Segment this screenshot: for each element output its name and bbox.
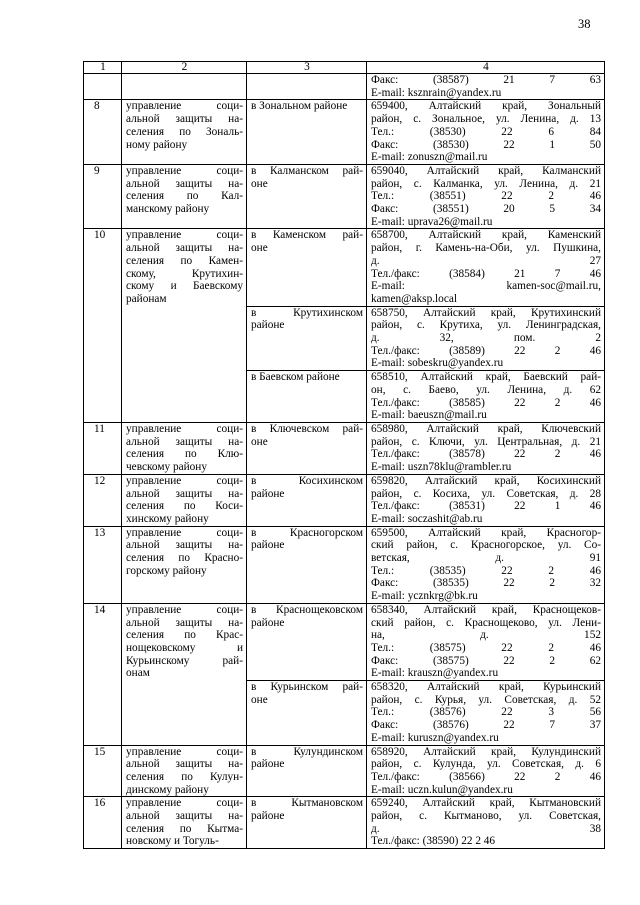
region-cell — [247, 422, 367, 474]
cell-line: альной защиты на- — [126, 616, 243, 629]
cell-line: хинскому району — [126, 512, 209, 525]
cell-line: селения по Коси- — [126, 500, 243, 513]
cell-line: E-mail: baeuszn@mail.ru — [371, 409, 487, 422]
cell-line: 658750, Алтайский край, Крутихинский — [371, 306, 601, 319]
cell-line: оне — [251, 242, 268, 255]
cell-line: скому и Баевскому — [126, 280, 243, 293]
row-number: 10 — [84, 229, 122, 423]
row-number: 15 — [84, 745, 122, 797]
table-row — [84, 745, 605, 797]
header-cell-3: 3 — [247, 62, 367, 74]
region-cell — [247, 74, 367, 100]
cell-line: альной защиты на- — [126, 435, 243, 448]
cell-line: чевскому району — [126, 461, 207, 474]
cell-line: оне — [251, 435, 268, 448]
cell-line: управление соци- — [126, 229, 243, 242]
cell-line: Факс: (38576) 22 7 37 — [371, 719, 601, 732]
cell-line: E-mail: kuruszn@yandex.ru — [371, 731, 499, 744]
cell-line: альной защиты на- — [126, 177, 243, 190]
cell-line: район, с. Кулунда, ул. Советская, д. 6 — [371, 758, 601, 771]
cell-line: E-mail: ksznrain@yandex.ru — [371, 86, 502, 99]
organization-cell — [122, 526, 247, 603]
cell-line: новскому и Тогуль- — [126, 835, 219, 848]
cell-line: нощековскому и — [126, 641, 243, 654]
cell-line: E-mail: krauszn@yandex.ru — [371, 667, 499, 680]
cell-line: в Крутихинском — [251, 306, 363, 319]
contact-cell — [367, 603, 605, 680]
table-row — [84, 797, 605, 849]
cell-line: ному району — [126, 138, 188, 151]
cell-line: динскому району — [126, 783, 209, 796]
cell-line: район, г. Камень-на-Оби, ул. Пушкина, — [371, 242, 601, 255]
cell-line: в Косихинском — [251, 474, 363, 487]
row-number: 9 — [84, 164, 122, 229]
cell-line: альной защиты на- — [126, 113, 243, 126]
contact-cell — [367, 164, 605, 229]
cell-line: в Кытмановском — [251, 797, 363, 810]
cell-line: управление соци- — [126, 526, 243, 539]
cell-line: селения по Крас- — [126, 629, 243, 642]
cell-line: E-mail: sobeskru@yandex.ru — [371, 357, 504, 370]
cell-line: район, с. Косиха, ул. Советская, д. 28 — [371, 487, 601, 500]
row-number: 8 — [84, 100, 122, 165]
cell-line: управление соци- — [126, 422, 243, 435]
cell-line: E-mail: kamen-soc@mail.ru, — [371, 280, 601, 293]
cell-line: в Каменском рай- — [251, 229, 363, 242]
cell-line: управление соци- — [126, 603, 243, 616]
cell-line: в Кулундинском — [251, 745, 363, 758]
cell-line: 659040, Алтайский край, Калманский — [371, 164, 601, 177]
cell-line: в Красногорском — [251, 526, 363, 539]
cell-line: альной защиты на- — [126, 539, 243, 552]
cell-line: селения по Зональ- — [126, 125, 243, 138]
cell-line: Тел.: (38551) 22 2 46 — [371, 190, 601, 203]
table-row — [84, 474, 605, 526]
cell-line: Факс: (38575) 22 2 62 — [371, 654, 601, 667]
region-cell — [247, 371, 367, 423]
cell-line: район, с. Крутиха, ул. Ленинградская, — [371, 319, 601, 332]
contact-cell — [367, 422, 605, 474]
cell-line: Тел./факс: (38584) 21 7 46 — [371, 267, 601, 280]
region-cell — [247, 100, 367, 165]
cell-line: селения по Кулун- — [126, 770, 243, 783]
region-cell — [247, 526, 367, 603]
region-cell — [247, 681, 367, 746]
cell-line: E-mail: uczn.kulun@yandex.ru — [371, 783, 513, 796]
cell-line: оне — [251, 693, 268, 706]
table-row — [84, 164, 605, 229]
row-number: 14 — [84, 603, 122, 745]
cell-line: селения по Кал- — [126, 190, 243, 203]
cell-line: районе — [251, 487, 285, 500]
cell-line: Тел.: (38575) 22 2 46 — [371, 641, 601, 654]
cell-line: альной защиты на- — [126, 758, 243, 771]
cell-line: 658510, Алтайский край, Баевский рай- — [371, 371, 601, 384]
table-row — [84, 229, 605, 306]
row-number — [84, 74, 122, 100]
table-row — [84, 74, 605, 100]
organization-cell — [122, 229, 247, 423]
cell-line: район, с. Зональное, ул. Ленина, д. 13 — [371, 113, 601, 126]
organization-cell — [122, 797, 247, 849]
header-cell-4: 4 — [367, 62, 605, 74]
cell-line: в Калманском рай- — [251, 164, 363, 177]
cell-line: 659500, Алтайский край, Красногор- — [371, 526, 601, 539]
cell-line: горскому району — [126, 564, 207, 577]
cell-line: управление соци- — [126, 745, 243, 758]
cell-line: E-mail: ycznkrg@bk.ru — [371, 590, 478, 603]
cell-line: в Ключевском рай- — [251, 422, 363, 435]
cell-line: ский район, с. Красногорское, ул. Со- — [371, 539, 601, 552]
row-number: 12 — [84, 474, 122, 526]
cell-line: 658340, Алтайский край, Краснощеков- — [371, 603, 601, 616]
organization-cell — [122, 422, 247, 474]
cell-line: Тел./факс: (38585) 22 2 46 — [371, 396, 601, 409]
cell-line: районе — [251, 810, 285, 823]
cell-line: на, д. 152 — [371, 629, 601, 642]
contact-cell — [367, 306, 605, 371]
cell-line: альной защиты на- — [126, 810, 243, 823]
region-cell — [247, 164, 367, 229]
cell-line: 658920, Алтайский край, Кулундинский — [371, 745, 601, 758]
cell-line: управление соци- — [126, 164, 243, 177]
cell-line: управление соци- — [126, 100, 243, 113]
cell-line: в Баевском районе — [251, 371, 340, 384]
cell-line: район, с. Кытманово, ул. Советская, — [371, 810, 601, 823]
cell-line: Тел./факс: (38566) 22 2 46 — [371, 770, 601, 783]
contact-cell — [367, 229, 605, 306]
organization-cell — [122, 603, 247, 745]
table-row — [84, 526, 605, 603]
cell-line: Факс: (38530) 22 1 50 — [371, 138, 601, 151]
cell-line: селения по Камен- — [126, 254, 243, 267]
cell-line: район, с. Калманка, ул. Ленина, д. 21 — [371, 177, 601, 190]
contact-cell — [367, 797, 605, 849]
cell-line: районе — [251, 758, 285, 771]
header-cell-2: 2 — [122, 62, 247, 74]
contact-cell — [367, 74, 605, 100]
cell-line: 659820, Алтайский край, Косихинский — [371, 474, 601, 487]
table-row — [84, 422, 605, 474]
organization-cell — [122, 474, 247, 526]
organization-cell — [122, 164, 247, 229]
cell-line: альной защиты на- — [126, 487, 243, 500]
organization-cell — [122, 74, 247, 100]
cell-line: районе — [251, 616, 285, 629]
cell-line: Тел./факс: (38590) 22 2 46 — [371, 835, 496, 848]
cell-line: E-mail: zonuszn@mail.ru — [371, 151, 488, 164]
cell-line: Тел./факс: (38531) 22 1 46 — [371, 500, 601, 513]
cell-line: д. 32, пом. 2 — [371, 332, 601, 345]
cell-line: манскому району — [126, 203, 210, 216]
cell-line: 659400, Алтайский край, Зональный — [371, 100, 601, 113]
row-number: 13 — [84, 526, 122, 603]
cell-line: ветская, д. 91 — [371, 552, 601, 565]
cell-line: Тел.: (38576) 22 3 56 — [371, 706, 601, 719]
cell-line: 658700, Алтайский край, Каменский — [371, 229, 601, 242]
cell-line: в Краснощековском — [251, 603, 363, 616]
cell-line: Тел.: (38535) 22 2 46 — [371, 564, 601, 577]
cell-line: Тел./факс: (38589) 22 2 46 — [371, 344, 601, 357]
cell-line: селения по Кытма- — [126, 822, 243, 835]
cell-line: kamen@aksp.local — [371, 292, 458, 305]
cell-line: район, с. Курья, ул. Советская, д. 52 — [371, 693, 601, 706]
region-cell — [247, 306, 367, 371]
cell-line: Факс: (38551) 20 5 34 — [371, 203, 601, 216]
contact-cell — [367, 371, 605, 423]
cell-line: в Зональном районе — [251, 100, 348, 113]
cell-line: управление соци- — [126, 797, 243, 810]
table-row — [84, 100, 605, 165]
cell-line: Факс: (38535) 22 2 32 — [371, 577, 601, 590]
organization-cell — [122, 745, 247, 797]
cell-line: 658320, Алтайский край, Курьинский — [371, 681, 601, 694]
organization-cell — [122, 100, 247, 165]
region-cell — [247, 603, 367, 680]
contacts-table — [83, 61, 605, 849]
cell-line: 659240, Алтайский край, Кытмановский — [371, 797, 601, 810]
cell-line: альной защиты на- — [126, 242, 243, 255]
page-number: 38 — [578, 17, 591, 31]
cell-line: 658980, Алтайский край, Ключевский — [371, 422, 601, 435]
cell-line: районе — [251, 539, 285, 552]
cell-line: Тел./факс: (38578) 22 2 46 — [371, 448, 601, 461]
table-row — [84, 603, 605, 680]
cell-line: оне — [251, 177, 268, 190]
cell-line: Курьинскому рай- — [126, 654, 243, 667]
cell-line: Тел.: (38530) 22 6 84 — [371, 125, 601, 138]
row-number: 11 — [84, 422, 122, 474]
cell-line: д. 38 — [371, 822, 601, 835]
contact-cell — [367, 745, 605, 797]
cell-line: районе — [251, 319, 285, 332]
contact-cell — [367, 526, 605, 603]
cell-line: районам — [126, 292, 167, 305]
cell-line: район, с. Ключи, ул. Центральная, д. 21 — [371, 435, 601, 448]
cell-line: селения по Клю- — [126, 448, 243, 461]
header-row — [84, 62, 605, 74]
cell-line: Факс: (38587) 21 7 63 — [371, 74, 601, 86]
cell-line: д. 27 — [371, 254, 601, 267]
cell-line: ский район, с. Краснощеково, ул. Лени- — [371, 616, 601, 629]
cell-line: в Курьинском рай- — [251, 681, 363, 694]
region-cell — [247, 797, 367, 849]
cell-line: E-mail: soczashit@ab.ru — [371, 512, 483, 525]
cell-line: онам — [126, 667, 150, 680]
region-cell — [247, 229, 367, 306]
region-cell — [247, 474, 367, 526]
header-cell-1: 1 — [84, 62, 122, 74]
cell-line: он, с. Баево, ул. Ленина, д. 62 — [371, 383, 601, 396]
cell-line: E-mail: uprava26@mail.ru — [371, 215, 493, 228]
contact-cell — [367, 100, 605, 165]
contact-cell — [367, 681, 605, 746]
table-body — [84, 62, 605, 849]
cell-line: E-mail: uszn78klu@rambler.ru — [371, 461, 512, 474]
contact-cell — [367, 474, 605, 526]
cell-line: управление соци- — [126, 474, 243, 487]
cell-line: скому, Крутихин- — [126, 267, 243, 280]
cell-line: селения по Красно- — [126, 552, 243, 565]
row-number: 16 — [84, 797, 122, 849]
region-cell — [247, 745, 367, 797]
